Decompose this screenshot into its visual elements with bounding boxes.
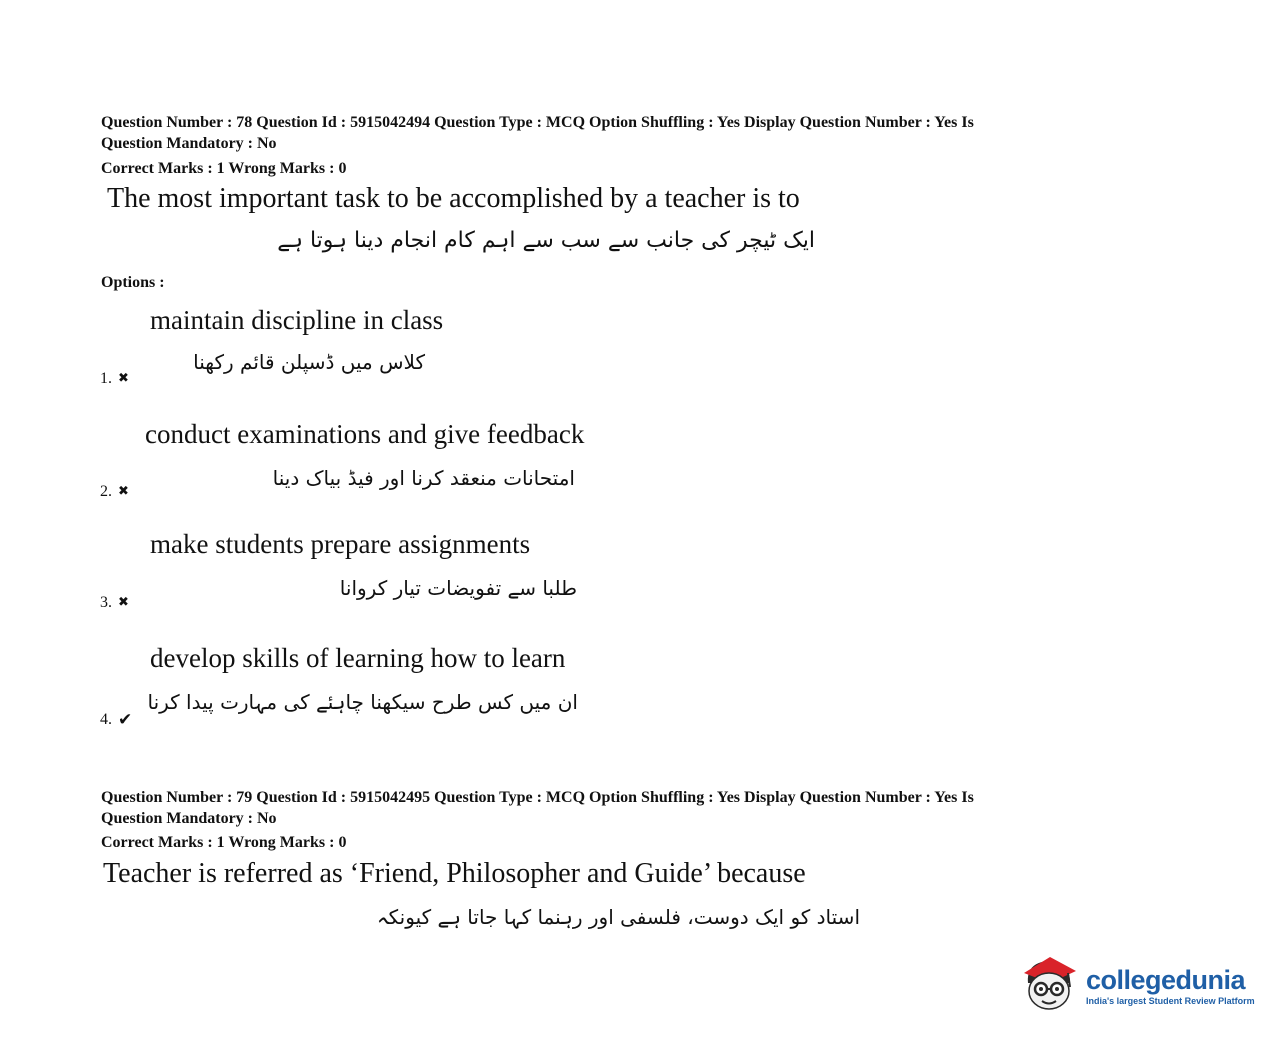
option-1-number: 1. — [100, 370, 112, 387]
question-79-marks: Correct Marks : 1 Wrong Marks : 0 — [101, 834, 347, 851]
cross-icon: ✖ — [118, 595, 129, 610]
question-79-meta-line1: Question Number : 79 Question Id : 5915042495 Question Type : MCQ Option Shuffling : Yes Display Question Number : Yes Is — [101, 789, 974, 806]
option-4-text-en: develop skills of learning how to learn — [150, 643, 566, 673]
logo-wordmark: collegedunia — [1086, 965, 1246, 995]
option-3-text-ur: طلبا سے تفویضات تیار کروانا — [339, 576, 577, 600]
option-4-marker[interactable] — [100, 711, 132, 729]
option-2-number: 2. — [100, 483, 112, 500]
collegedunia-logo — [1020, 948, 1260, 1024]
question-78-text-en: The most important task to be accomplished by a teacher is to — [107, 183, 800, 214]
option-4-number: 4. — [100, 711, 112, 728]
cross-icon: ✖ — [118, 484, 129, 499]
options-label: Options : — [101, 274, 165, 291]
logo-tagline: India's largest Student Review Platform — [1086, 996, 1255, 1006]
option-3-marker[interactable] — [100, 594, 129, 612]
option-2-marker[interactable] — [100, 483, 129, 501]
question-78-meta-line1: Question Number : 78 Question Id : 5915042494 Question Type : MCQ Option Shuffling : Yes Display Question Number : Yes Is — [101, 114, 974, 131]
question-78-meta — [101, 112, 1101, 154]
option-4-text-ur: ان میں کس طرح سیکھنا چاہئے کی مہارت پیدا کرنا — [147, 690, 578, 714]
question-79-text-en: Teacher is referred as ‘Friend, Philosopher and Guide’ because — [103, 858, 806, 889]
check-icon: ✔ — [118, 710, 133, 730]
option-3-number: 3. — [100, 594, 112, 611]
question-78-meta-line2: Question Mandatory : No — [101, 135, 277, 152]
option-1-text-en: maintain discipline in class — [150, 305, 444, 335]
option-2-text-ur: امتحانات منعقد کرنا اور فیڈ بیاک دینا — [272, 466, 575, 490]
option-2-text-en: conduct examinations and give feedback — [145, 419, 585, 449]
question-79-meta — [101, 787, 1101, 829]
option-1-text-ur: کلاس میں ڈسپلن قائم رکھنا — [193, 350, 425, 374]
mascot-icon — [1020, 953, 1078, 1020]
question-79-meta-line2: Question Mandatory : No — [101, 810, 277, 827]
question-78-text-ur: ایک ٹیچر کی جانب سے سب سے اہم کام انجام دینا ہوتا ہے — [277, 228, 815, 253]
cross-icon: ✖ — [118, 371, 129, 386]
question-79-text-ur: استاد کو ایک دوست، فلسفی اور رہنما کہا جاتا ہے کیونکہ — [376, 905, 860, 929]
question-78-marks: Correct Marks : 1 Wrong Marks : 0 — [101, 160, 347, 177]
option-3-text-en: make students prepare assignments — [150, 529, 531, 559]
option-1-marker[interactable] — [100, 370, 129, 388]
